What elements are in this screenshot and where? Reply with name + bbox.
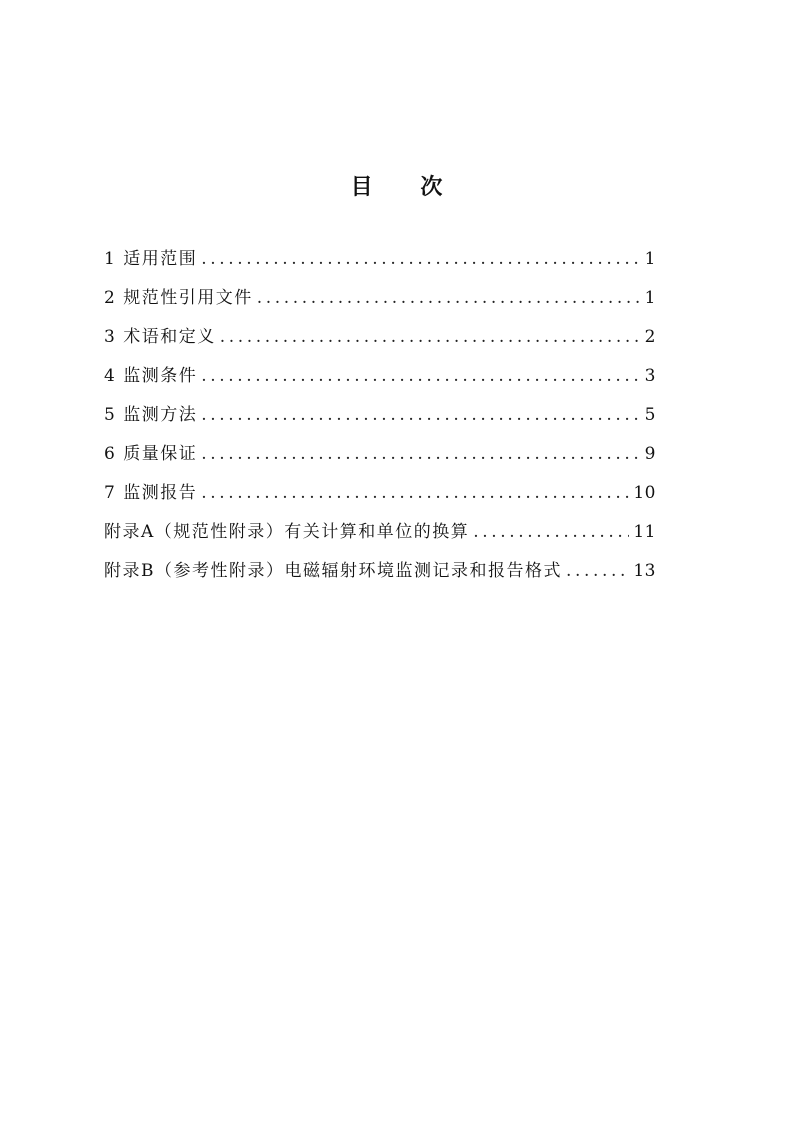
toc-entry-page: 1: [644, 288, 656, 308]
table-of-contents: [104, 244, 656, 595]
toc-entry-label: 3 术语和定义: [104, 327, 216, 347]
toc-dot-leader: [201, 366, 640, 386]
toc-entry[interactable]: [104, 556, 656, 595]
toc-dot-leader: [257, 288, 641, 308]
toc-entry[interactable]: [104, 322, 656, 361]
toc-dot-leader: [201, 444, 640, 464]
toc-dot-leader: [201, 405, 640, 425]
toc-entry-label: 2 规范性引用文件: [104, 288, 253, 308]
toc-entry-page: 3: [644, 366, 656, 386]
toc-entry[interactable]: [104, 361, 656, 400]
toc-dot-leader: [220, 327, 641, 347]
toc-entry-label: 5 监测方法: [104, 405, 198, 425]
toc-entry-label: 1 适用范围: [104, 249, 198, 269]
toc-dot-leader: [473, 522, 629, 542]
toc-entry[interactable]: [104, 244, 656, 283]
toc-entry-page: 10: [633, 483, 656, 503]
toc-entry-page: 13: [633, 561, 656, 581]
toc-entry-label: 6 质量保证: [104, 444, 198, 464]
toc-dot-leader: [566, 561, 629, 581]
toc-entry-page: 2: [644, 327, 656, 347]
toc-entry[interactable]: [104, 517, 656, 556]
toc-entry-page: 5: [644, 405, 656, 425]
toc-dot-leader: [201, 483, 629, 503]
toc-entry[interactable]: [104, 283, 656, 322]
toc-entry-label: 7 监测报告: [104, 483, 198, 503]
toc-title: 目 次: [350, 175, 463, 200]
toc-entry-label: 附录B（参考性附录）电磁辐射环境监测记录和报告格式: [104, 561, 562, 581]
toc-entry[interactable]: [104, 400, 656, 439]
toc-dot-leader: [201, 249, 640, 269]
toc-entry-page: 1: [644, 249, 656, 269]
toc-entry[interactable]: [104, 478, 656, 517]
toc-entry-label: 附录A（规范性附录）有关计算和单位的换算: [104, 522, 470, 542]
toc-entry-page: 11: [633, 522, 656, 542]
toc-entry[interactable]: [104, 439, 656, 478]
toc-entry-label: 4 监测条件: [104, 366, 198, 386]
toc-entry-page: 9: [644, 444, 656, 464]
